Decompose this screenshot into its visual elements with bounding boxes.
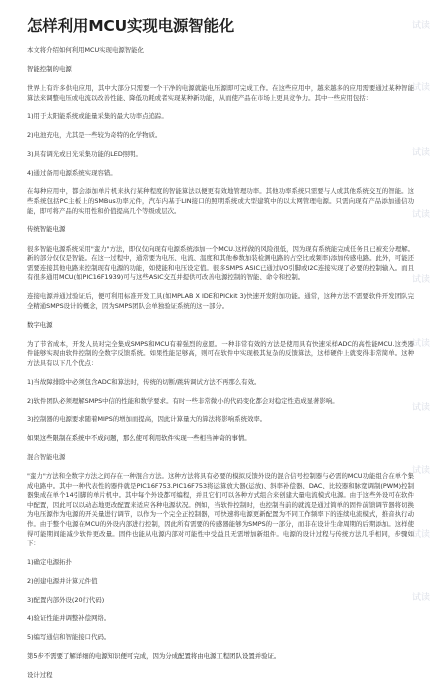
watermark-text: 试读 <box>411 210 430 220</box>
paragraph: 5)编写通信和智能接口代码。 <box>27 633 111 642</box>
section-heading: 智能控制的电源 <box>27 64 72 73</box>
paragraph: 3)控制器的电源要求随着MIPS的增加而提高，因此计算量大的算法将影响系统效率。 <box>27 415 267 424</box>
paragraph: 4)通过备用电源系统实现容错。 <box>27 168 117 177</box>
paragraph: 在每种应用中，都会添加单片机来执行某种程度的智能算法以便更有效地管理功率。其他功率系统只需要与人或其他系统交互的智能。这些系统包括PC主板上的SMBus功率元件，汽车内基于LIN接口的照明系统或大型建筑中的以太网管理电源。只需向现有产品添加通信功能，即可将产品的实用性和价值提高几个等级或层次。 <box>27 187 414 215</box>
watermark-text: 试读 <box>411 148 430 158</box>
section-heading: 传统智能电源 <box>27 225 66 234</box>
paragraph: 2)电池充电，尤其是一些较为奇特的化学物质。 <box>27 131 162 140</box>
section-heading: 第5步不需要了解详细的电源知识便可完成，因为分成配置将由电源工程团队设置并验证。 <box>27 651 281 660</box>
paragraph: 为了节省成本，开发人员对完全集成SMPS和MCU有着强烈的意愿。一种非常有效的方法是使用具有快速采样ADC的高性能MCU.这类器件能够实现由软件控制的全数字反馈系统。如果性能足够高，则可在软件中实现极其复杂的反馈算法，这样硬件上就变得非常简单。这种方法具有以下几个优点： <box>27 339 414 367</box>
page-title: 怎样利用MCU实现电源智能化 <box>27 17 235 35</box>
watermark-text: 试读 <box>411 83 430 93</box>
watermark-text: 试读 <box>411 466 430 476</box>
section-heading: 如果这些限制在系统中不成问题，那么使可利用软件实现一些相当神奇的事情。 <box>27 434 251 443</box>
paragraph: 3)配置内部外设(20行代码) <box>27 595 105 604</box>
document-body <box>27 46 414 681</box>
paragraph: "蛮力"方法和全数字方法之间存在一种混合方法。这种方法将具有必要的模拟反馈外设的混合信号控制器与必需的MCU功能组合在单个集成电路中。其中一种代表性的器件就是PIC16F753.PIC16F753将运算放大器(运放)、斜率补偿器、DAC、比较器和脉宽调制(PWM)控制器集成在单个14引脚的单片机中。其中每个外设都可编程，并且它们可以各种方式组合来创建大量电流模式电源。由于这些外设可在软件中配置，因此可以以动态地更改配置来适应各种电源状况。例如，当软件控制时，也控制当前的就流是通过简单的固件前馈调节器将切换为电压源作为电源的开关量进行调节，以作为一个完全正控制器，可快速将电源更新配置为不同工作频率下的连续电流模式，推音执行动作。由于整个电源在MCU的外设内部进行控制，因此所有需要的传感器能够为SMPS的一部分，而非在设计生命周期的后期添加。这样使得可能期间能减少软件更改量。固件也能从电源内部对可能性中受益且无需增加新组件。电源的设计过程与传统方法几乎相同，步骤如下： <box>27 472 414 548</box>
paragraph: 3)具有调光或日光采集功能的LED照明。 <box>27 149 142 158</box>
watermark-text: 试读 <box>411 530 430 540</box>
paragraph: 4)验证性能并调整补偿网络。 <box>27 614 111 623</box>
paragraph: 连接电源并通过验证后，便可利用标准开发工具(如MPLAB X IDE和PICkit 3)快速开发附加功能。通常，这种方法不需要软件开发团队完全精通SMPS设计的概念，因为SMPS团队会单独验证系统的这一部分。 <box>27 292 414 310</box>
paragraph: 2)软件团队必须理解SMPS中信的性能和数学要求。有时一些非常微小的代码变化都会对稳定性造成显著影响。 <box>27 396 339 405</box>
section-heading: 数字电源 <box>27 320 53 329</box>
paragraph: 设计过程 <box>27 671 53 680</box>
watermark-text: 试读 <box>411 275 430 285</box>
paragraph: 混合智能电源 <box>27 453 66 462</box>
paragraph: 1)确定电源拓扑 <box>27 557 72 566</box>
paragraph: 1)用于太阳能系统或能量采集的最大功率点追踪。 <box>27 112 168 121</box>
paragraph: 2)创建电源并计算元件值 <box>27 576 98 585</box>
paragraph: 1)当故障排除中必须包含ADC和算法时，传统的切断/跳转调试方法不再那么有效。 <box>27 377 261 386</box>
paragraph: 世界上有许多供电应用，其中大部分只需要一个干净的电源就能电压源即可完成工作。在这些应用中，越来越多的应用需要通过某种智能算法来调整电压或电流以改善性能、降低功耗或者实现某种新功能，从而使产品在市场上更具竞争力。其中一些应用包括： <box>27 83 414 102</box>
watermark-text: 试读 <box>411 339 430 349</box>
paragraph: 很多智能电源系统采用"蛮力"方法，即仅仅向现有电源系统添加一个MCU.这样做的风险很低，因为现有系统能完成任务且已被充分理解。新的部分仅仅是智能。在这一过程中，通常要为电压、电流、温度和其他参数加装检测电路的占空比或频率)添加传感电路。此外，可能还需要连接其他电路来控制现有电源的功能，如使能和电压设定值。很多SMPS ASIC已通过I/O引脚或I2C连接实现了必要的控制输入。而且有很多通用MCU(如PIC16F1939)可与这些ASIC交互并提供可改善电源控制的智能、命令和控制。 <box>27 244 414 282</box>
watermark-text: 试读 <box>411 403 430 413</box>
watermark-text: 试读 <box>411 21 430 31</box>
watermark-text: 试读 <box>411 593 430 603</box>
paragraph: 本文将介绍如何利用MCU实现电源智能化 <box>27 46 144 54</box>
